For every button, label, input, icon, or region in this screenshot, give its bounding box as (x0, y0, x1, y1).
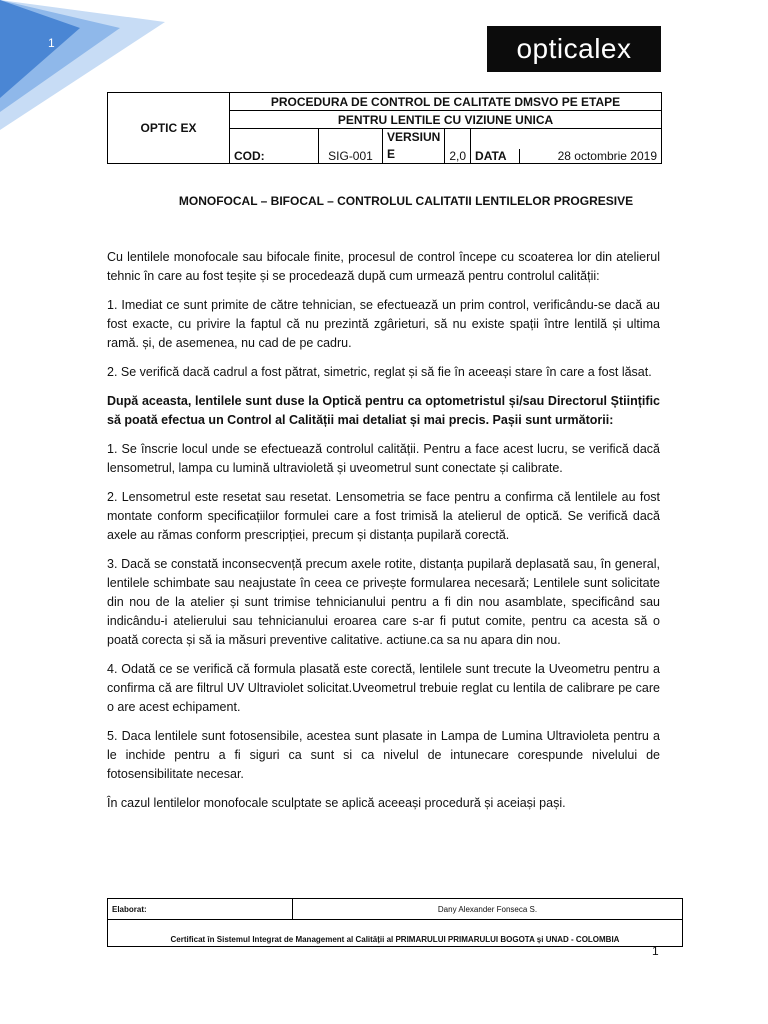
paragraph-optics-step-4: 4. Odată ce se verifică că formula plasată este corectă, lentilele sunt trecute la Uveometru pentru a confirma că are filtrul UV Ultraviolet solicitat.Uveometrul trebuie reglat cu lentila de calibrare pe care o are acest echipament. (107, 662, 660, 714)
paragraph-optics-intro: După aceasta, lentilele sunt duse la Optică pentru ca optometristul și/sau Directorul Științific să poată efectua un Control al Calității mai detaliat și mai precis. Pașii sunt următorii: (107, 394, 660, 427)
document-body (107, 248, 660, 823)
document-header-table (107, 92, 662, 164)
version-value: 2,0 (445, 129, 471, 164)
page-number: 1 (652, 944, 659, 958)
elaborat-label: Elaborat: (108, 899, 293, 920)
paragraph-step-2: 2. Se verifică dacă cadrul a fost pătrat, simetric, reglat și să fie în aceeași stare în care a fost lăsat. (107, 365, 652, 379)
document-footer-table (107, 898, 683, 947)
data-label: DATA (471, 149, 520, 163)
corner-page-number: 1 (48, 36, 55, 50)
document-title: MONOFOCAL – BIFOCAL – CONTROLUL CALITATII LENTILELOR PROGRESIVE (178, 194, 634, 208)
paragraph-intro: Cu lentilele monofocale sau bifocale finite, procesul de control începe cu scoaterea lor din atelierul tehnic în care au fost teșite și se procedează după cum urmează pentru controlul calității: (107, 250, 660, 283)
company-logo: opticale x (487, 26, 661, 72)
data-value: 28 octombrie 2019 (557, 149, 657, 163)
certificate-statement: Certificat în Sistemul Integrat de Management al Calității al PRIMARULUI PRIMARULUI BOGOTA și UNAD - COLOMBIA (108, 920, 683, 947)
paragraph-step-1: 1. Imediat ce sunt primite de către tehnician, se efectuează un prim control, verificându-se dacă au fost exacte, cu privire la faptul că nu prezintă zgârieturi, să nu existe spații între lentilă și ultima ramă. și, de asemenea, nu cad de pe cadru. (107, 298, 660, 350)
procedure-title-line1: PROCEDURA DE CONTROL DE CALITATE DMSVO PE ETAPE (230, 93, 662, 111)
procedure-title-line2: PENTRU LENTILE CU VIZIUNE UNICA (230, 111, 662, 129)
cod-label: COD: (230, 129, 319, 164)
company-name: OPTIC EX (108, 93, 230, 164)
elaborat-value: Dany Alexander Fonseca S. (293, 899, 683, 920)
paragraph-optics-step-2: 2. Lensometrul este resetat sau resetat. Lensometria se face pentru a confirma că lentilele au fost montate conform specificațiilor formulei care a fost trimisă la atelierul de optică. Se verifică dacă axele au rămas conform prescripției, precum și distanța pupilară corectă. (107, 490, 660, 542)
logo-x-mark: x (617, 33, 632, 64)
cod-value: SIG-001 (319, 129, 383, 164)
paragraph-optics-step-3: 3. Dacă se constată inconsecvență precum axele rotite, distanța pupilară deplasată sau, în general, lentilele schimbate sau neajustate în ceea ce privește formularea necesară; Lentilele sunt solicitate din nou de la atelier și sunt trimise tehnicianului pentru a fi din nou asamblate, specificând sau indicându-i atelierului sau tehnicianului eroarea care s-ar fi putut comite, pentru ca acesta să o poată corecta și să ia măsuri preventive calitative. actiune.ca sa nu apara din nou. (107, 557, 660, 647)
paragraph-closing: În cazul lentilelor monofocale sculptate se aplică aceeași procedură și aceiași pași. (107, 796, 566, 810)
paragraph-optics-step-5: 5. Daca lentilele sunt fotosensibile, acestea sunt plasate in Lampa de Lumina Ultravioleta pentru a le inchide pentru a fi siguri ca sunt si ca nivelul de intunecare corespunde nivelului de fotosensibilitate necesar. (107, 729, 660, 781)
paragraph-optics-step-1: 1. Se înscrie locul unde se efectuează controlul calității. Pentru a face acest lucru, se verifică dacă lensometrul, lampa cu lumină ultravioletă și uveometrul sunt conectate și calibrate. (107, 442, 660, 475)
version-label: VERSIUN E (383, 129, 445, 164)
